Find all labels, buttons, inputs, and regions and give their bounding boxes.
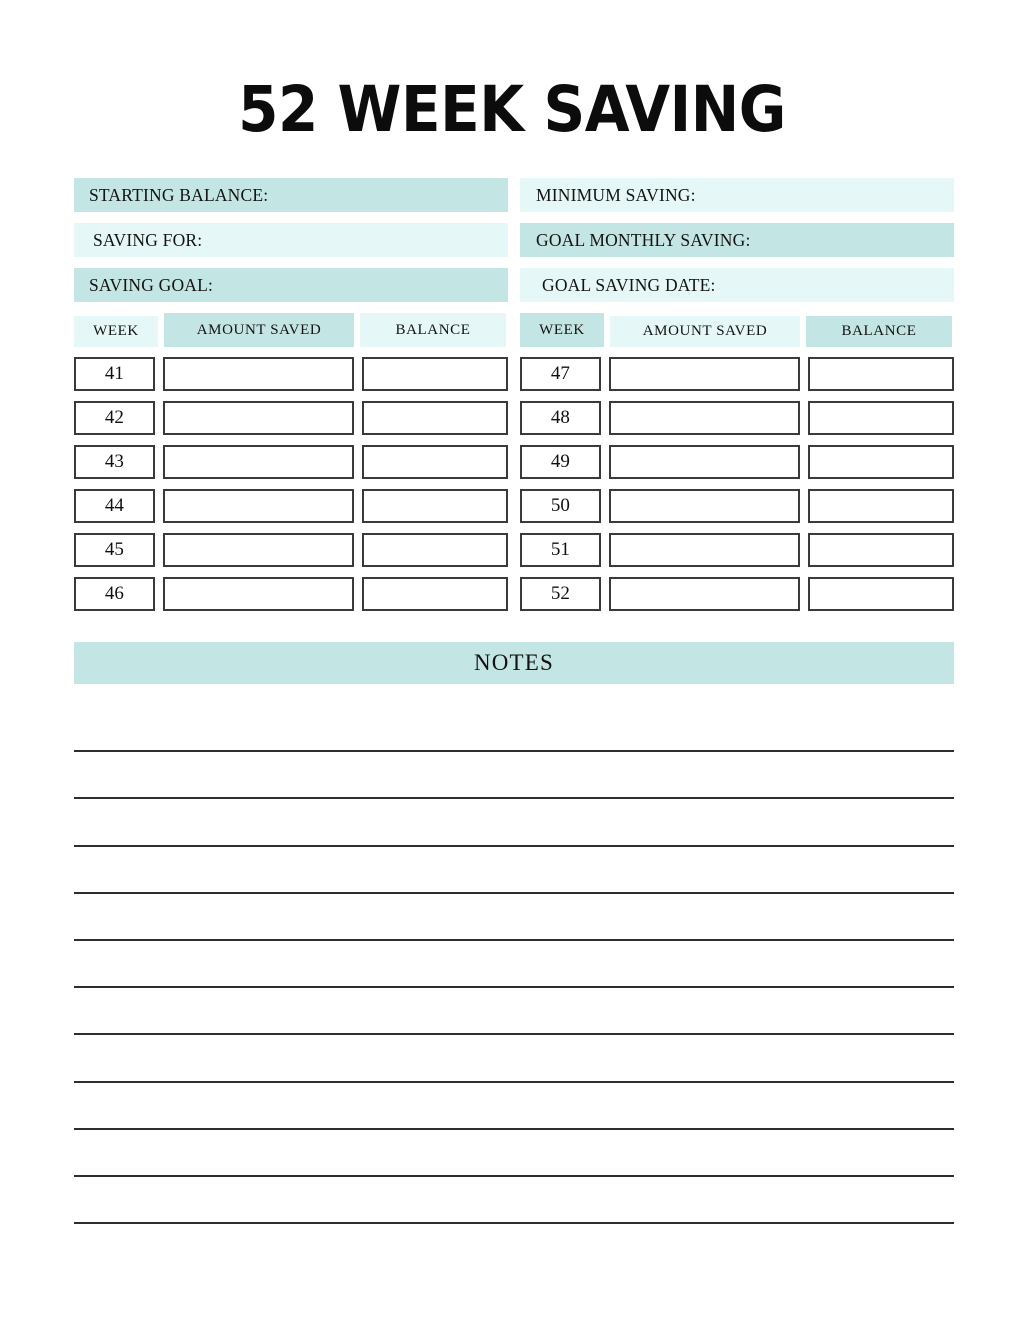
week-table-right xyxy=(520,313,954,611)
table-row xyxy=(520,489,954,523)
notes-line[interactable] xyxy=(74,847,954,894)
field-goal-monthly-saving-label: GOAL MONTHLY SAVING: xyxy=(536,229,751,250)
amount-saved-input[interactable] xyxy=(609,445,800,479)
balance-input[interactable] xyxy=(362,357,508,391)
balance-input[interactable] xyxy=(362,401,508,435)
balance-input[interactable] xyxy=(808,445,954,479)
week-table-left xyxy=(74,313,508,611)
table-row xyxy=(520,445,954,479)
table-row xyxy=(74,577,508,611)
balance-input[interactable] xyxy=(362,445,508,479)
notes-line[interactable] xyxy=(74,752,954,799)
worksheet xyxy=(74,178,954,1224)
table-body-left xyxy=(74,357,508,611)
notes-section-heading: NOTES xyxy=(74,642,954,684)
info-fields-left-column xyxy=(74,178,508,302)
notes-line[interactable] xyxy=(74,705,954,752)
week-number-cell: 42 xyxy=(74,401,155,435)
amount-saved-input[interactable] xyxy=(163,357,354,391)
column-header-balance-right-label: BALANCE xyxy=(841,323,917,339)
amount-saved-input[interactable] xyxy=(163,445,354,479)
table-row xyxy=(74,489,508,523)
field-saving-goal[interactable] xyxy=(74,268,508,302)
field-starting-balance[interactable] xyxy=(74,178,508,212)
amount-saved-input[interactable] xyxy=(609,357,800,391)
balance-input[interactable] xyxy=(808,401,954,435)
week-number-cell: 48 xyxy=(520,401,601,435)
field-goal-monthly-saving[interactable] xyxy=(520,223,954,257)
notes-line[interactable] xyxy=(74,1083,954,1130)
page-title: 52 WEEK SAVING xyxy=(238,73,786,146)
table-row xyxy=(74,445,508,479)
field-saving-for[interactable] xyxy=(74,223,508,257)
table-row xyxy=(520,577,954,611)
week-number-cell: 41 xyxy=(74,357,155,391)
week-number-cell: 44 xyxy=(74,489,155,523)
column-header-amount-saved-right-label: AMOUNT SAVED xyxy=(642,323,768,339)
balance-input[interactable] xyxy=(362,577,508,611)
notes-lines-area xyxy=(74,705,954,1224)
week-number-cell: 51 xyxy=(520,533,601,567)
column-header-week-right xyxy=(520,313,604,347)
table-row xyxy=(74,533,508,567)
field-minimum-saving-label: MINIMUM SAVING: xyxy=(536,184,696,205)
notes-line[interactable] xyxy=(74,1130,954,1177)
week-number-cell: 45 xyxy=(74,533,155,567)
amount-saved-input[interactable] xyxy=(609,401,800,435)
week-number-cell: 43 xyxy=(74,445,155,479)
table-header-row-right xyxy=(520,313,954,347)
balance-input[interactable] xyxy=(808,357,954,391)
info-fields-section xyxy=(74,178,954,302)
balance-input[interactable] xyxy=(808,533,954,567)
week-number-cell: 52 xyxy=(520,577,601,611)
column-header-amount-saved-left xyxy=(164,313,354,347)
column-header-balance-left xyxy=(360,313,506,347)
amount-saved-input[interactable] xyxy=(163,401,354,435)
table-row xyxy=(74,401,508,435)
amount-saved-input[interactable] xyxy=(609,577,800,611)
field-goal-saving-date[interactable] xyxy=(520,268,954,302)
notes-line[interactable] xyxy=(74,988,954,1035)
column-header-week-left xyxy=(74,316,158,347)
week-tables-section xyxy=(74,313,954,611)
column-header-week-left-label: WEEK xyxy=(93,323,139,339)
notes-line[interactable] xyxy=(74,894,954,941)
table-row xyxy=(520,357,954,391)
table-body-right xyxy=(520,357,954,611)
notes-line[interactable] xyxy=(74,941,954,988)
field-starting-balance-label: STARTING BALANCE: xyxy=(89,184,269,205)
table-row xyxy=(74,357,508,391)
notes-line[interactable] xyxy=(74,799,954,846)
notes-line[interactable] xyxy=(74,1035,954,1082)
column-header-balance-left-label: BALANCE xyxy=(395,321,471,338)
field-saving-for-label: SAVING FOR: xyxy=(93,229,203,250)
amount-saved-input[interactable] xyxy=(163,577,354,611)
info-fields-right-column xyxy=(520,178,954,302)
notes-line[interactable] xyxy=(74,1177,954,1224)
balance-input[interactable] xyxy=(808,489,954,523)
amount-saved-input[interactable] xyxy=(609,489,800,523)
week-number-cell: 47 xyxy=(520,357,601,391)
table-row xyxy=(520,401,954,435)
column-header-amount-saved-right xyxy=(610,316,800,347)
week-number-cell: 50 xyxy=(520,489,601,523)
field-saving-goal-label: SAVING GOAL: xyxy=(89,274,214,295)
balance-input[interactable] xyxy=(362,489,508,523)
field-goal-saving-date-label: GOAL SAVING DATE: xyxy=(542,274,716,295)
amount-saved-input[interactable] xyxy=(163,489,354,523)
balance-input[interactable] xyxy=(808,577,954,611)
table-header-row-left xyxy=(74,313,508,347)
week-number-cell: 46 xyxy=(74,577,155,611)
table-row xyxy=(520,533,954,567)
column-header-week-right-label: WEEK xyxy=(539,321,585,338)
balance-input[interactable] xyxy=(362,533,508,567)
column-header-amount-saved-left-label: AMOUNT SAVED xyxy=(196,321,322,338)
amount-saved-input[interactable] xyxy=(163,533,354,567)
amount-saved-input[interactable] xyxy=(609,533,800,567)
column-header-balance-right xyxy=(806,316,952,347)
field-minimum-saving[interactable] xyxy=(520,178,954,212)
week-number-cell: 49 xyxy=(520,445,601,479)
